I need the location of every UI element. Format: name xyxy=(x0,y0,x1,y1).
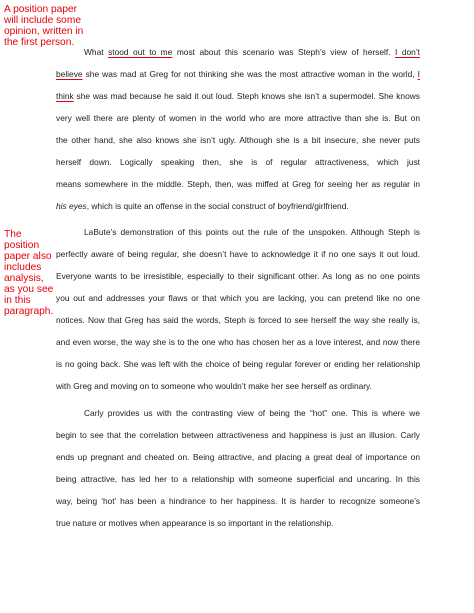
paragraph-2-line-7: is no going back. She was left with the choice of being regular forever or ending her relationship xyxy=(56,359,420,369)
annotation-line: A position paper xyxy=(4,4,78,15)
annotation-line: the first person. xyxy=(4,37,75,48)
annotation-analysis xyxy=(4,229,53,317)
underlined-phrase: think xyxy=(56,91,74,101)
paragraph-1-line-3: think she was mad because he said it out loud. Steph knows she isn’t a supermodel. She knows xyxy=(56,91,420,101)
annotation-first-person xyxy=(4,4,83,48)
underlined-phrase: believe xyxy=(56,69,83,79)
paragraph-3-line-1: Carly provides us with the contrasting view of being the “hot” one. This is where we xyxy=(84,408,420,418)
paragraph-3-line-4: being attractive, has led her to a relationship with someone superficial and uncaring. In this xyxy=(56,474,420,484)
paragraph-3-line-6: true nature or motives when appearance is so important in the relationship. xyxy=(56,518,334,528)
paragraph-2-line-3: Everyone wants to be irresistible, especially to their significant other. As long as no one points xyxy=(56,271,420,281)
annotation-line: The xyxy=(4,229,22,240)
paragraph-3-line-5: way, being ‘hot’ has been a hindrance to her happiness. It is harder to recognize someone’s xyxy=(56,496,420,506)
annotation-line: includes xyxy=(4,262,42,273)
paragraph-1-line-2: believe she was mad at Greg for not thinking she was the most attractive woman in the world, I xyxy=(56,69,420,79)
annotation-line: opinion, written in xyxy=(4,26,84,37)
paragraph-3-line-3: ends up pregnant and cheated on. Being attractive, and placing a great deal of importance on xyxy=(56,452,420,462)
underlined-phrase: stood out to me xyxy=(108,47,173,57)
paragraph-1-line-6: herself down. Logically speaking then, she is of regular attractiveness, which just xyxy=(56,157,420,167)
paragraph-2-line-2: perfectly aware of being regular, she doesn’t have to acknowledge it if no one says it out loud. xyxy=(56,249,420,259)
paragraph-2-line-4: you out and addresses your flaws or that which you are lacking, you can pretend like no one xyxy=(56,293,420,303)
paragraph-1-line-1: What stood out to me most about this scenario was Steph’s view of herself. I don’t xyxy=(84,47,421,57)
annotation-line: will include some xyxy=(4,15,82,26)
underlined-phrase: I don’t xyxy=(395,47,421,57)
paragraph-3-line-2: begin to see that the correlation between attractiveness and happiness is just an illusion. Carly xyxy=(56,430,420,440)
paragraph-2-line-1: LaBute’s demonstration of this points out the rule of the unspoken. Although Steph is xyxy=(84,227,420,237)
annotation-line: position xyxy=(4,240,40,251)
paragraph-1-line-8: his eyes, which is quite an offense in the social construct of boyfriend/girlfriend. xyxy=(56,201,349,211)
paragraph-2-line-5: notices. Now that Greg has said the words, Steph is forced to see herself the way she really is, xyxy=(56,315,420,325)
annotation-line: paragraph. xyxy=(4,306,54,317)
underlined-phrase: I xyxy=(417,69,420,79)
paragraph-1-line-5: the other hand, she also knows she isn’t ugly. Although she is a bit insecure, she never puts xyxy=(56,135,420,145)
annotation-line: analysis, xyxy=(4,273,44,284)
paragraph-1-line-7: means somewhere in the middle. Steph, then, was miffed at Greg for seeing her as regular in xyxy=(56,179,420,189)
paragraph-2-line-8: with Greg and moving on to someone who wouldn’t make her see herself as ordinary. xyxy=(56,381,372,391)
annotation-line: as you see xyxy=(4,284,54,295)
annotation-line: in this xyxy=(4,295,31,306)
paragraph-1-line-4: very well there are plenty of women in the world who are more attractive than she is. But on xyxy=(56,113,420,123)
paragraph-2-line-6: and even worse, the way she is to the one who has chosen her as a love interest, and now there xyxy=(56,337,420,347)
annotation-line: paper also xyxy=(4,251,52,262)
